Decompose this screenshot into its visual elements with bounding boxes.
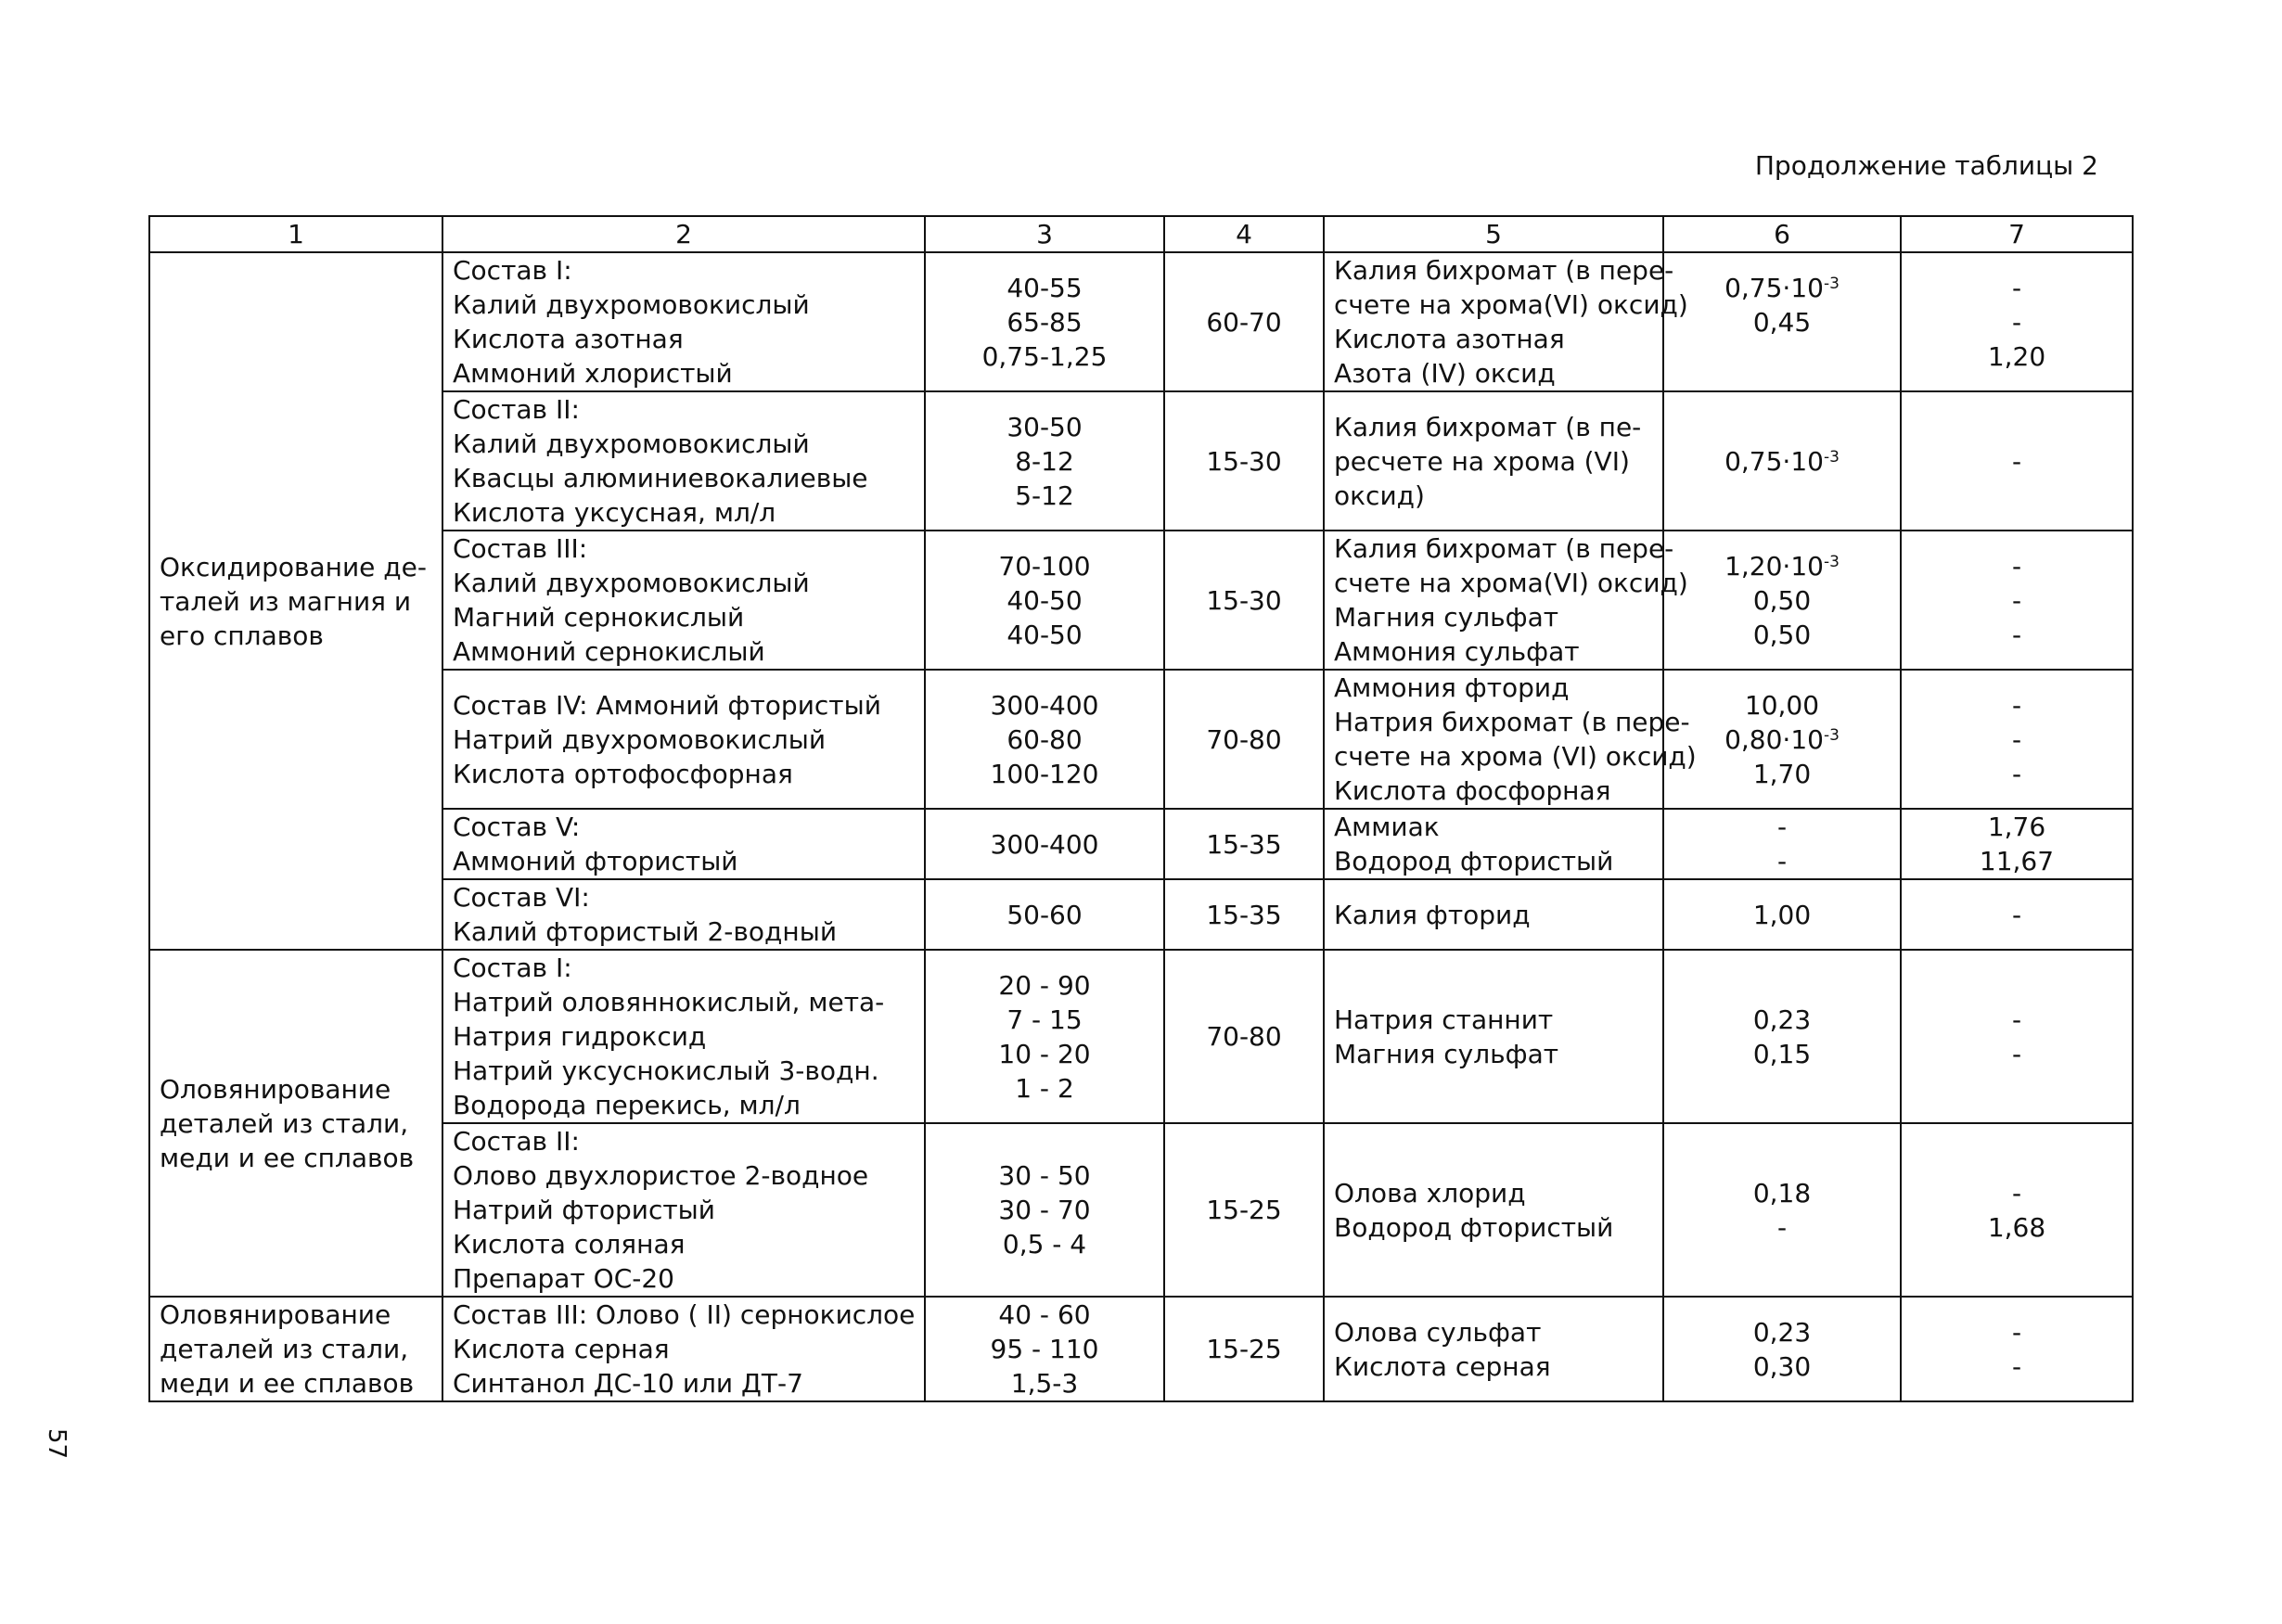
process-line: Оловянирование: [160, 1299, 391, 1330]
process-line: меди и ее сплавов: [160, 1142, 415, 1173]
emission-cell: [1663, 809, 1901, 879]
composition-cell: [442, 252, 925, 391]
composition-cell: [442, 1123, 925, 1297]
substance-line: Натрия станнит: [1334, 1004, 1554, 1035]
page-number: 57: [43, 1428, 71, 1460]
concentration-value: 8-12: [1015, 445, 1074, 477]
emission-value: 10,00: [1744, 689, 1820, 721]
concentration-value: 40-50: [1006, 584, 1083, 616]
emission-value: 1,00: [1752, 899, 1812, 930]
substance-line: Водород фтористый: [1334, 1211, 1614, 1243]
process-cell: [149, 1297, 442, 1401]
table-row: [149, 391, 2133, 531]
emission-gas-value: -: [2011, 1038, 2022, 1069]
temperature-cell: [1164, 879, 1324, 950]
composition-line: Состав V:: [453, 812, 581, 842]
composition-cell: [442, 670, 925, 809]
substance-line: ресчете на хрома (VI): [1334, 445, 1630, 477]
emission-gas-value: 1,76: [1987, 812, 2046, 842]
emission-gas-value: -: [2011, 1350, 2022, 1382]
table-row: [149, 252, 2133, 391]
emission-value: [1673, 271, 1891, 305]
emission-value-mantissa: 0,75·10: [1724, 272, 1824, 303]
emission-gas-value: -: [2011, 306, 2022, 338]
emission-value: [1673, 549, 1891, 583]
substance-cell: [1324, 950, 1663, 1123]
concentration-value: 50-60: [1006, 899, 1083, 930]
composition-line: Аммоний сернокислый: [453, 636, 765, 667]
concentration-value: 0,75-1,25: [981, 340, 1108, 372]
substance-line: счете на хрома(VI) оксид): [1334, 568, 1688, 598]
temperature-cell: [1164, 670, 1324, 809]
temperature-cell: [1164, 1297, 1324, 1401]
concentration-value: 300-400: [990, 828, 1099, 860]
emission-gas-cell: [1901, 670, 2133, 809]
header-cell: 7: [1901, 216, 2133, 252]
emission-gas-value: -: [2011, 445, 2022, 477]
emission-value: 0,15: [1752, 1038, 1812, 1069]
emission-value: 0,18: [1752, 1177, 1812, 1208]
composition-line: Кислота азотная: [453, 324, 684, 354]
concentration-value: 40 - 60: [998, 1299, 1091, 1330]
substance-line: Магния сульфат: [1334, 602, 1559, 633]
concentration-cell: [925, 391, 1164, 531]
emission-gas-value: -: [2011, 619, 2022, 650]
temperature-value: 15-25: [1206, 1195, 1282, 1225]
composition-line: Магний сернокислый: [453, 602, 745, 633]
process-line: деталей из стали,: [160, 1334, 409, 1364]
emission-cell: [1663, 531, 1901, 670]
substance-line: счете на хрома(VI) оксид): [1334, 289, 1688, 320]
table-row: [149, 1123, 2133, 1297]
emission-gas-cell: [1901, 1297, 2133, 1401]
substance-line: Магния сульфат: [1334, 1038, 1559, 1069]
concentration-value: 95 - 110: [990, 1334, 1099, 1364]
composition-cell: [442, 1297, 925, 1401]
concentration-value: 40-50: [1006, 619, 1083, 650]
substance-cell: [1324, 531, 1688, 670]
substance-line: Кислота серная: [1334, 1350, 1551, 1382]
concentration-cell: [925, 1123, 1164, 1297]
emission-value: 0,30: [1752, 1350, 1812, 1382]
substance-line: Натрия бихромат (в пере-: [1334, 707, 1690, 737]
composition-line: Состав II:: [453, 1126, 580, 1157]
concentration-value: 30-50: [1006, 411, 1083, 442]
emission-gas-cell: [1901, 1123, 2133, 1297]
substance-line: Олова хлорид: [1334, 1177, 1526, 1208]
composition-line: Состав VI:: [453, 882, 590, 913]
table-row: [149, 1297, 2133, 1401]
table-row: [149, 809, 2133, 879]
temperature-value: 60-70: [1206, 306, 1282, 338]
substance-line: Кислота азотная: [1334, 324, 1565, 354]
composition-cell: [442, 950, 925, 1123]
emission-gas-value: -: [2011, 1177, 2022, 1208]
substance-line: Кислота фосфорная: [1334, 775, 1611, 806]
emission-gas-value: -: [2011, 758, 2022, 789]
substance-cell: [1324, 252, 1688, 391]
table-row: [149, 670, 2133, 809]
substance-line: Аммония фторид: [1334, 672, 1570, 703]
composition-cell: [442, 391, 925, 531]
temperature-value: 15-30: [1206, 445, 1282, 477]
concentration-cell: [925, 1297, 1164, 1401]
substance-line: оксид): [1334, 480, 1425, 511]
emission-gas-value: 11,67: [1979, 846, 2055, 876]
temperature-value: 70-80: [1206, 1021, 1282, 1052]
emission-gas-value: -: [2011, 1316, 2022, 1348]
composition-line: Препарат ОС-20: [453, 1263, 674, 1294]
emission-gas-value: 1,68: [1987, 1211, 2046, 1243]
process-cell: [149, 252, 442, 950]
emission-cell: [1663, 391, 1901, 531]
process-line: его сплавов: [160, 620, 324, 651]
concentration-value: 65-85: [1006, 306, 1083, 338]
concentration-value: 300-400: [990, 689, 1099, 721]
emission-gas-cell: [1901, 391, 2133, 531]
composition-line: Состав III:: [453, 533, 588, 564]
process-line: меди и ее сплавов: [160, 1368, 415, 1399]
emission-value-mantissa: 1,20·10: [1724, 550, 1824, 582]
composition-line: Натрий фтористый: [453, 1195, 715, 1225]
emission-value-exponent: -3: [1823, 552, 1840, 571]
header-row: [149, 216, 2133, 252]
composition-line: Натрий оловяннокислый, мета-: [453, 987, 885, 1017]
substance-line: Водород фтористый: [1334, 846, 1614, 876]
header-cell: 3: [925, 216, 1164, 252]
concentration-value: 10 - 20: [998, 1038, 1091, 1069]
concentration-value: 30 - 70: [998, 1195, 1091, 1225]
process-line: деталей из стали,: [160, 1107, 409, 1139]
emission-value-exponent: -3: [1823, 725, 1840, 745]
composition-line: Состав III: Олово ( II) сернокислое: [453, 1299, 916, 1330]
composition-line: Водорода перекись, мл/л: [453, 1090, 801, 1120]
composition-line: Кислота ортофосфорная: [453, 758, 793, 789]
emission-gas-value: 1,20: [1987, 340, 2046, 372]
substance-line: Калия фторид: [1334, 899, 1531, 930]
process-line: Оловянирование: [160, 1073, 391, 1105]
process-cell: [149, 950, 442, 1297]
header-cell: 4: [1164, 216, 1324, 252]
substance-line: Аммиак: [1334, 812, 1440, 842]
temperature-cell: [1164, 950, 1324, 1123]
composition-line: Калий двухромовокислый: [453, 428, 810, 459]
emission-gas-value: -: [2011, 550, 2022, 582]
emission-value-mantissa: 0,80·10: [1724, 723, 1824, 755]
table-body: [149, 252, 2133, 1401]
emission-gas-cell: [1901, 531, 2133, 670]
concentration-value: 1,5-3: [1010, 1368, 1079, 1399]
concentration-cell: [925, 531, 1164, 670]
concentration-value: 5-12: [1015, 480, 1074, 511]
table-row: [149, 531, 2133, 670]
emission-gas-cell: [1901, 252, 2133, 391]
header-cell: 1: [149, 216, 442, 252]
concentration-cell: [925, 670, 1164, 809]
substance-cell: [1324, 670, 1697, 809]
composition-line: Синтанол ДС-10 или ДТ-7: [453, 1368, 803, 1399]
emission-value: -: [1776, 1211, 1788, 1243]
composition-line: Олово двухлористое 2-водное: [453, 1160, 869, 1191]
table-row: [149, 950, 2133, 1123]
substance-line: счете на хрома (VI) оксид): [1334, 741, 1697, 772]
emission-value: [1673, 444, 1891, 479]
emission-value: [1673, 722, 1891, 757]
concentration-value: 30 - 50: [998, 1160, 1091, 1191]
emission-cell: [1663, 950, 1901, 1123]
concentration-cell: [925, 252, 1164, 391]
composition-line: Калий фтористый 2-водный: [453, 916, 838, 947]
emission-gas-value: -: [2011, 899, 2022, 930]
header-cell: 6: [1663, 216, 1901, 252]
data-table: [148, 215, 2134, 1402]
emission-gas-value: -: [2011, 1004, 2022, 1035]
temperature-value: 15-30: [1206, 584, 1282, 616]
emission-gas-value: -: [2011, 723, 2022, 755]
header-cell: 5: [1324, 216, 1663, 252]
table-row: [149, 879, 2133, 950]
emission-value-exponent: -3: [1823, 447, 1840, 467]
composition-cell: [442, 879, 925, 950]
emission-cell: [1663, 1123, 1901, 1297]
emission-cell: [1663, 670, 1901, 809]
composition-cell: [442, 531, 925, 670]
emission-value: 0,23: [1752, 1316, 1812, 1348]
substance-cell: [1324, 879, 1663, 950]
concentration-cell: [925, 950, 1164, 1123]
emission-gas-value: -: [2011, 689, 2022, 721]
emission-cell: [1663, 252, 1901, 391]
composition-line: Состав IV: Аммоний фтористый: [453, 689, 881, 721]
composition-cell: [442, 809, 925, 879]
process-line: талей из магния и: [160, 585, 412, 617]
composition-line: Состав I:: [453, 953, 572, 983]
composition-line: Кислота соляная: [453, 1229, 686, 1260]
concentration-value: 7 - 15: [1006, 1004, 1083, 1035]
concentration-value: 1 - 2: [1015, 1072, 1074, 1104]
composition-line: Натрий уксуснокислый 3-водн.: [453, 1055, 879, 1086]
temperature-cell: [1164, 531, 1324, 670]
emission-value: 0,50: [1752, 619, 1812, 650]
composition-line: Квасцы алюминиевокалиевые: [453, 463, 868, 493]
composition-line: Калий двухромовокислый: [453, 568, 810, 598]
temperature-value: 15-25: [1206, 1334, 1282, 1364]
emission-cell: [1663, 1297, 1901, 1401]
composition-line: Состав I:: [453, 255, 572, 286]
emission-value-exponent: -3: [1823, 274, 1840, 293]
emission-value: -: [1776, 846, 1788, 876]
concentration-cell: [925, 809, 1164, 879]
composition-line: Кислота серная: [453, 1334, 670, 1364]
concentration-value: 70-100: [998, 550, 1091, 582]
emission-gas-cell: [1901, 879, 2133, 950]
emission-gas-value: -: [2011, 584, 2022, 616]
header-cell: 2: [442, 216, 925, 252]
temperature-value: 15-35: [1206, 828, 1282, 860]
concentration-value: 20 - 90: [998, 969, 1091, 1001]
concentration-value: 0,5 - 4: [1002, 1229, 1087, 1260]
concentration-value: 100-120: [990, 758, 1099, 789]
composition-line: Калий двухромовокислый: [453, 289, 810, 320]
composition-line: Аммоний фтористый: [453, 846, 738, 876]
emission-value: [1673, 339, 1891, 374]
emission-cell: [1663, 879, 1901, 950]
table-caption: Продолжение таблицы 2: [1754, 150, 2098, 181]
substance-line: Калия бихромат (в пере-: [1334, 533, 1674, 564]
emission-value-mantissa: 0,75·10: [1724, 445, 1824, 477]
composition-line: Состав II:: [453, 394, 580, 425]
concentration-cell: [925, 879, 1164, 950]
emission-gas-cell: [1901, 809, 2133, 879]
substance-line: Аммония сульфат: [1334, 636, 1580, 667]
substance-cell: [1324, 1123, 1663, 1297]
emission-value: 1,70: [1752, 758, 1812, 789]
emission-value: 0,23: [1752, 1004, 1812, 1035]
composition-line: Кислота уксусная, мл/л: [453, 497, 776, 528]
substance-line: Азота (IV) оксид: [1334, 358, 1556, 389]
composition-line: Аммоний хлористый: [453, 358, 733, 389]
temperature-cell: [1164, 252, 1324, 391]
temperature-cell: [1164, 391, 1324, 531]
temperature-cell: [1164, 1123, 1324, 1297]
emission-value: 0,50: [1752, 584, 1812, 616]
substance-line: Олова сульфат: [1334, 1316, 1542, 1348]
temperature-value: 70-80: [1206, 723, 1282, 755]
emission-value: 0,45: [1752, 306, 1812, 338]
emission-gas-cell: [1901, 950, 2133, 1123]
temperature-value: 15-35: [1206, 899, 1282, 930]
concentration-value: 40-55: [1006, 272, 1083, 303]
emission-value: -: [1776, 812, 1788, 842]
substance-line: Калия бихромат (в пе-: [1334, 411, 1642, 442]
temperature-cell: [1164, 809, 1324, 879]
composition-line: Натрий двухромовокислый: [453, 723, 827, 755]
composition-line: Натрия гидроксид: [453, 1021, 707, 1052]
substance-line: Калия бихромат (в пере-: [1334, 255, 1674, 286]
concentration-value: 60-80: [1006, 723, 1083, 755]
substance-cell: [1324, 1297, 1663, 1401]
substance-cell: [1324, 809, 1663, 879]
substance-cell: [1324, 391, 1663, 531]
process-line: Оксидирование де-: [160, 551, 427, 582]
emission-gas-value: -: [2011, 272, 2022, 303]
